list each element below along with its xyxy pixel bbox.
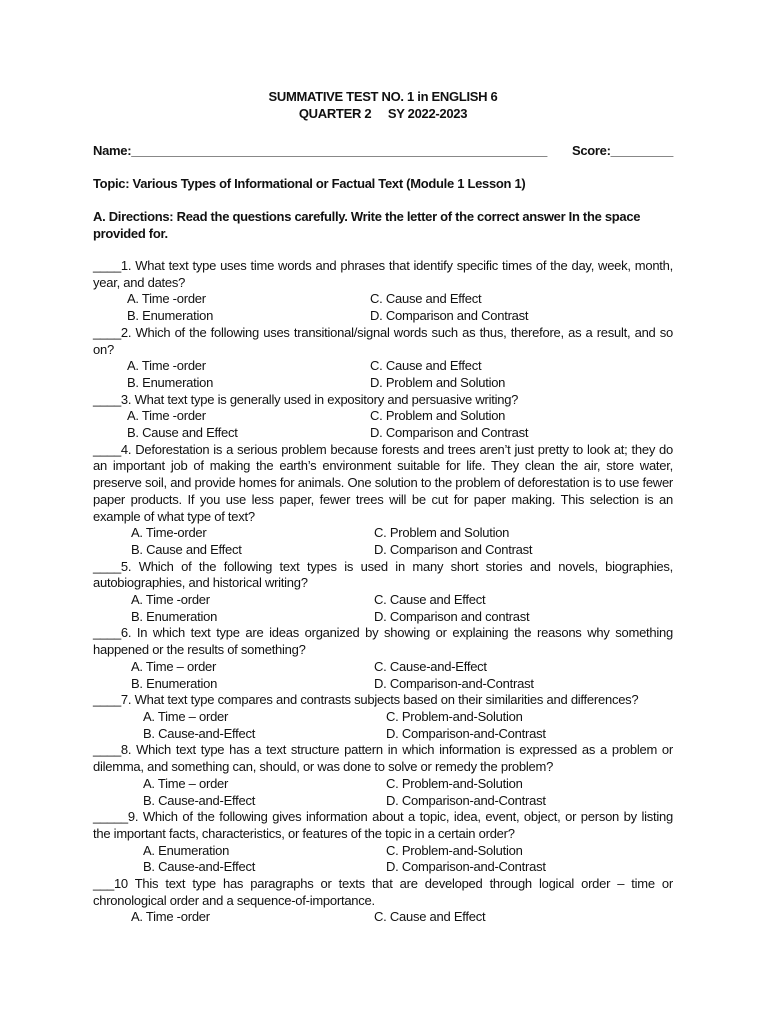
answer-option: C. Problem and Solution [374,525,510,541]
answer-option: C. Problem-and-Solution [386,775,523,791]
answer-option: D. Comparison and Contrast [370,425,529,441]
question-text: ____8. Which text type has a text structure pattern in which information is expressed as a problem or dilemma, and something can, should, or was done to solve or remedy the problem? [93,742,673,775]
answer-options [93,909,673,926]
answer-option: B. Enumeration [131,608,218,624]
answer-option: D. Comparison-and-Contrast [374,675,534,691]
answer-options [93,659,673,692]
answer-option: B. Enumeration [127,374,214,390]
question-text: _____9. Which of the following gives information about a topic, idea, event, object, or person by listing the important facts, characteristics, or features of the topic in a certain order? [93,809,673,841]
question-text: ____4. Deforestation is a serious problem because forests and trees aren’t just pretty to look at; they do an important job of making the earth’s environment suitable for life. They clean the air, store water, preserve soil, and provide homes for animals. One solution to the problem of deforestation is to use fewer paper products. If you use less paper, fewer trees will be cut for paper making. This selection is an example of what type of text? [93,441,673,524]
name-field[interactable]: Name:____________________________________________________________ [93,143,548,158]
answer-options [93,843,673,876]
answer-option: B. Cause-and-Effect [143,792,256,808]
question-item [93,625,673,692]
answer-options [93,592,673,625]
answer-option: A. Time – order [131,658,217,674]
answer-option: A. Time – order [143,708,229,724]
directions: A. Directions: Read the questions carefully. Write the letter of the correct answer In the space provided for. [93,209,641,241]
question-text: ____1. What text type uses time words and phrases that identify specific times of the day, week, month, year, and dates? [93,258,673,290]
answer-option: C. Cause and Effect [370,358,482,374]
answer-option: B. Cause and Effect [127,425,238,441]
answer-option: D. Comparison-and-Contrast [386,792,546,808]
question-text: ___10 This text type has paragraphs or texts that are developed through logical order – time or chronological order and a sequence-of-importance. [93,876,673,908]
answer-option: A. Time-order [131,525,207,541]
answer-option: C. Problem-and-Solution [386,842,523,858]
question-item [93,442,673,559]
question-item [93,809,673,876]
question-text: ____5. Which of the following text types is used in many short stories and novels, biographies, autobiographies, and historical writing? [93,558,673,591]
answer-option: D. Comparison and Contrast [374,541,533,557]
score-field[interactable]: Score:_________ [571,143,673,158]
answer-option: B. Cause and Effect [131,541,242,557]
question-text: ____7. What text type compares and contrasts subjects based on their similarities and differences? [93,692,639,708]
answer-option: B. Cause-and-Effect [143,859,256,875]
answer-option: D. Comparison-and-Contrast [386,725,546,741]
answer-options [93,358,673,391]
question-item [93,692,673,742]
answer-option: C. Cause and Effect [370,291,482,307]
answer-option: C. Cause and Effect [374,909,486,925]
answer-option: A. Time -order [131,909,210,925]
answer-option: C. Problem and Solution [370,408,506,424]
question-item [93,559,673,626]
question-item [93,876,673,926]
test-subtitle: QUARTER 2 SY 2022-2023 [298,106,468,121]
question-text: ____6. In which text type are ideas organized by showing or explaining the reasons why something happened or the results of something? [93,625,673,658]
answer-option: A. Time – order [143,775,229,791]
answer-option: D. Comparison and contrast [374,608,530,624]
answer-option: C. Cause-and-Effect [374,658,487,674]
answer-options [93,408,673,441]
answer-options [93,291,673,324]
name-score-row [93,142,673,159]
question-text: ____2. Which of the following uses transitional/signal words such as thus, therefore, as a result, and so on? [93,324,673,357]
answer-option: A. Time -order [127,291,206,307]
question-item [93,392,673,442]
answer-option: D. Problem and Solution [370,374,506,390]
question-item [93,258,673,325]
topic-line: Topic: Various Types of Informational or Factual Text (Module 1 Lesson 1) [93,176,526,191]
answer-option: B. Enumeration [131,675,218,691]
answer-option: D. Comparison-and-Contrast [386,859,546,875]
answer-options [93,709,673,742]
answer-option: A. Time -order [127,408,206,424]
worksheet [93,88,673,926]
answer-option: A. Time -order [127,358,206,374]
answer-option: C. Cause and Effect [374,592,486,608]
answer-option: B. Enumeration [127,308,214,324]
question-text: ____3. What text type is generally used in expository and persuasive writing? [93,391,519,407]
answer-options [93,776,673,809]
answer-option: B. Cause-and-Effect [143,725,256,741]
answer-option: D. Comparison and Contrast [370,308,529,324]
answer-options [93,525,673,558]
question-item [93,325,673,392]
answer-option: C. Problem-and-Solution [386,708,523,724]
question-item [93,742,673,809]
question-list [93,258,673,926]
test-title: SUMMATIVE TEST NO. 1 in ENGLISH 6 [268,89,498,104]
answer-option: A. Enumeration [143,842,230,858]
answer-option: A. Time -order [131,592,210,608]
